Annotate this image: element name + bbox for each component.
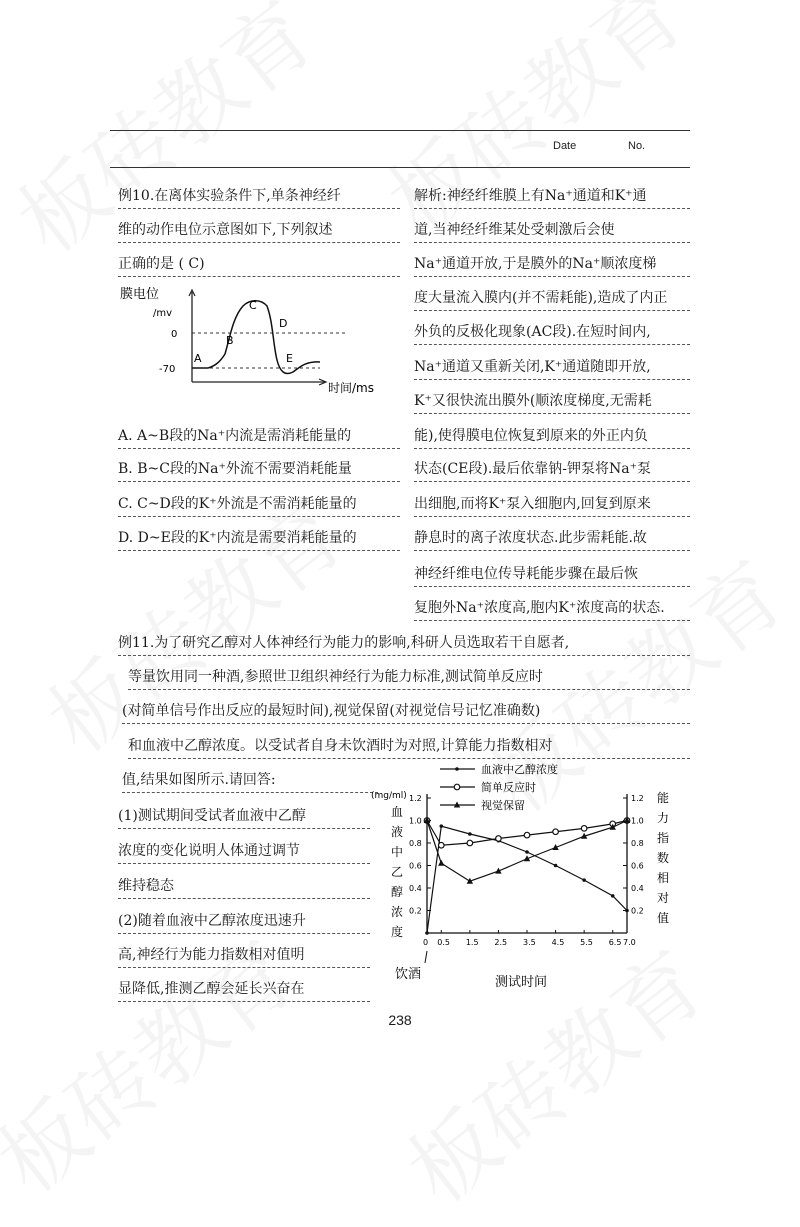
chart-y2-tick-label: 0.8 xyxy=(631,839,644,848)
chart-right-label-char: 值 xyxy=(657,911,670,925)
graph-point-c: C xyxy=(249,299,257,312)
data-point xyxy=(425,931,429,935)
q10-analysis-line: 复胞外Na⁺浓度高,胞内K⁺浓度高的状态. xyxy=(414,598,690,621)
chart-drink-annotation: 饮酒 xyxy=(395,967,422,982)
q10-analysis-line: 能),使得膜电位恢复到原来的外正内负 xyxy=(414,426,690,449)
q11-answer-line: 高,神经行为能力指数相对值明 xyxy=(118,945,370,968)
q10-analysis-line: 度大量流入膜内(并不需耗能),造成了内正 xyxy=(414,288,690,311)
data-point xyxy=(496,836,502,842)
chart-right-label-char: 指 xyxy=(657,831,670,845)
chart-xlabel: 测试时间 xyxy=(495,975,548,990)
chart-y2-tick-label: 0.2 xyxy=(631,906,644,916)
graph-yunit: /mv xyxy=(153,308,173,319)
chart-left-label-char: 乙 xyxy=(391,865,404,879)
no-label: No. xyxy=(628,140,646,152)
data-point xyxy=(438,842,444,848)
q10-stem-line: 正确的是 ( C) xyxy=(118,254,400,277)
q11-answer-line: 浓度的变化说明人体通过调节 xyxy=(118,841,370,864)
graph-minus70-label: -70 xyxy=(159,364,176,375)
q11-answer-line: 显降低,推测乙醇会延长兴奋在 xyxy=(118,979,370,1002)
chart-y-tick-label: 1.2 xyxy=(409,794,422,803)
chart-y-tick-label: 1.0 xyxy=(409,816,422,826)
q10-analysis-line: 状态(CE段).最后依靠钠-钾泵将Na⁺泵 xyxy=(414,459,690,482)
chart-right-label-char: 相 xyxy=(657,871,670,885)
chart-x-tick-label: 5.5 xyxy=(580,938,593,947)
chart-x-tick-label: 4.5 xyxy=(551,938,565,947)
chart-left-label-char: 浓 xyxy=(391,905,404,919)
page-number: 238 xyxy=(388,1012,412,1028)
legend-marker xyxy=(455,767,459,771)
ethanol-chart xyxy=(365,758,695,998)
q10-stem-line: 维的动作电位示意图如下,下列叙述 xyxy=(118,220,400,243)
q10-analysis-line: 解析:神经纤维膜上有Na⁺通道和K⁺通 xyxy=(414,186,690,209)
data-point xyxy=(439,824,443,828)
chart-y2-tick-label: 0.4 xyxy=(631,884,644,893)
graph-point-e: E xyxy=(286,352,293,365)
q10-analysis-line: Na⁺通道又重新关闭,K⁺通道随即开放, xyxy=(414,357,690,380)
graph-zero-label: 0 xyxy=(171,329,178,340)
chart-y-tick-label: 0.4 xyxy=(409,884,422,893)
data-point xyxy=(467,840,473,846)
chart-y-tick-label: 0.8 xyxy=(409,839,422,848)
chart-right-label-char: 对 xyxy=(657,891,670,905)
chart-x-tick-label: 2.5 xyxy=(494,938,508,947)
data-point xyxy=(525,850,529,854)
data-point xyxy=(625,909,629,913)
data-point xyxy=(438,860,444,866)
data-point xyxy=(581,826,587,832)
q11-stem-line: 和血液中乙醇浓度。以受试者自身未饮酒时为对照,计算能力指数相对 xyxy=(128,736,690,759)
q11-stem-line: (对简单信号作出反应的最短时间),视觉保留(对视觉信号记忆准确数) xyxy=(122,701,690,724)
q10-option-b: B. B~C段的Na⁺外流不需要消耗能量 xyxy=(118,459,400,482)
data-point xyxy=(468,832,472,836)
q10-analysis-line: 静息时的离子浓度状态.此步需耗能.故 xyxy=(414,528,690,551)
q10-option-a: A. A~B段的Na⁺内流是需消耗能量的 xyxy=(118,426,400,449)
chart-right-label-char: 能 xyxy=(657,791,670,805)
data-point xyxy=(524,832,530,838)
q10-analysis-line: 出细胞,而将K⁺泵入细胞内,回复到原来 xyxy=(414,494,690,517)
q10-stem-line: 例10.在离体实验条件下,单条神经纤 xyxy=(118,186,400,209)
header-rule-bottom xyxy=(110,167,690,168)
chart-x-tick-label: 3.5 xyxy=(523,938,536,947)
q10-option-d: D. D~E段的K⁺内流是需要消耗能量的 xyxy=(118,528,400,551)
chart-x-tick-label: 0.5 xyxy=(437,938,451,947)
legend-label: 血液中乙醇浓度 xyxy=(481,763,558,776)
graph-point-a: A xyxy=(194,352,202,365)
q10-analysis-line: Na⁺通道开放,于是膜外的Na⁺顺浓度梯 xyxy=(414,254,690,277)
data-point xyxy=(553,829,559,835)
legend-label: 简单反应时 xyxy=(481,781,536,794)
chart-right-label-char: 力 xyxy=(657,811,670,825)
q11-stem-line: 值,结果如图所示.请回答: xyxy=(122,770,378,793)
series-line xyxy=(427,826,627,933)
chart-x-tick-label: 7.0 xyxy=(623,938,636,947)
data-point xyxy=(582,878,586,882)
chart-left-label-char: 醇 xyxy=(391,885,404,899)
chart-right-label-char: 数 xyxy=(657,851,670,865)
q10-analysis-line: 道,当神经纤维某处受刺激后会使 xyxy=(414,220,690,243)
action-potential-graph xyxy=(115,282,405,398)
q11-answer-line: 维持稳态 xyxy=(118,876,370,899)
chart-y2-tick-label: 1.0 xyxy=(631,816,644,826)
chart-y-tick-label: 0.2 xyxy=(409,906,422,916)
header-rule-top xyxy=(110,130,690,131)
chart-left-label-char: 中 xyxy=(391,845,404,859)
chart-left-label-char: 液 xyxy=(391,825,404,839)
chart-y2-tick-label: 0.6 xyxy=(631,861,644,871)
graph-ylabel: 膜电位 xyxy=(120,287,160,302)
chart-y-tick-label: 0.6 xyxy=(409,861,422,871)
chart-x-tick-label: 6.5 xyxy=(608,938,622,947)
q10-analysis-line: 神经纤维电位传导耗能步骤在最后恢 xyxy=(414,564,690,587)
q10-analysis-line: 外负的反极化现象(AC段).在短时间内, xyxy=(414,322,690,345)
data-point xyxy=(611,894,615,898)
graph-point-b: B xyxy=(226,334,234,347)
chart-left-label-char: 度 xyxy=(391,925,404,939)
data-point xyxy=(554,864,558,868)
legend-marker xyxy=(454,784,460,790)
q11-answer-line: (2)随着血液中乙醇浓度迅速升 xyxy=(118,911,370,934)
chart-left-label-char: 血 xyxy=(391,805,404,819)
q11-stem-line: 例11.为了研究乙醇对人体神经行为能力的影响,科研人员选取若干自愿者, xyxy=(118,633,690,656)
chart-y2-tick-label: 1.2 xyxy=(631,794,644,803)
chart-x-tick-label: 1.5 xyxy=(465,938,479,947)
q11-stem-line: 等量饮用同一种酒,参照世卫组织神经行为能力标准,测试简单反应时 xyxy=(128,667,690,690)
q10-analysis-line: K⁺又很快流出膜外(顺浓度梯度,无需耗 xyxy=(414,391,690,414)
chart-x-tick-label: 0 xyxy=(423,938,429,947)
date-label: Date xyxy=(553,140,577,152)
chart-left-unit: (mg/ml) xyxy=(371,791,407,801)
q10-option-c: C. C~D段的K⁺外流是不需消耗能量的 xyxy=(118,494,400,517)
legend-label: 视觉保留 xyxy=(481,799,525,812)
q11-answer-line: (1)测试期间受试者血液中乙醇 xyxy=(118,806,370,829)
drink-arrow xyxy=(425,951,427,963)
watermark xyxy=(358,0,705,257)
graph-xlabel: 时间/ms xyxy=(328,381,374,395)
graph-point-d: D xyxy=(279,317,288,330)
